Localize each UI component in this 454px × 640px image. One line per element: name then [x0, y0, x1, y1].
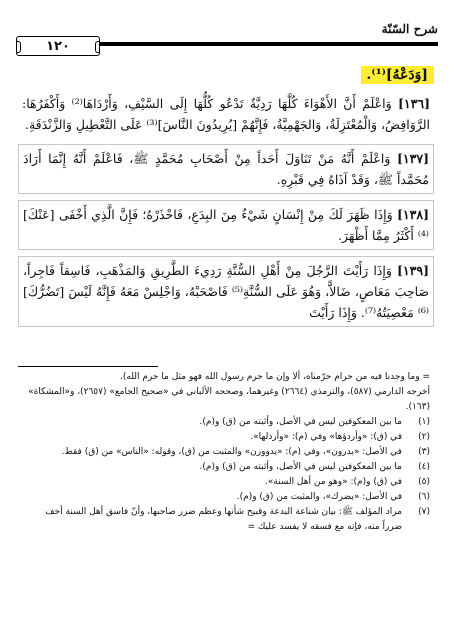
- paragraph-text: وَاعْلَمْ أَنَّهُ مَنْ تَنَاوَلَ أَحَداً مِنْ أَصْحَابِ مُحَمَّدٍ ﷺ، فَاعْلَمْ أَنَّهُ إِنَّمَا أَرَادَ مُحَمَّداً ﷺ، وَقَدْ آذَاهُ فِي قَبْرِهِ.: [23, 151, 429, 187]
- footnote-item: [24, 490, 430, 505]
- paragraph-number: [١٣٩]: [397, 263, 429, 278]
- footnote-marker: (٥): [418, 477, 430, 487]
- paragraph-136: [18, 90, 434, 138]
- footnote-item: [24, 445, 430, 460]
- footnote-text: ما بين المعكوفين ليس في الأصل، وأثبته من (ق) و(م).: [199, 417, 402, 427]
- footnote-item: [24, 415, 430, 430]
- page-header: [16, 22, 438, 56]
- paragraph-number: [١٣٦]: [397, 96, 430, 111]
- footnote-item: [24, 430, 430, 445]
- paragraph-137: [18, 144, 434, 194]
- footnote-text: في (ق): «وأردؤها» وفي (م): «وأرذلها».: [250, 432, 402, 442]
- footnote-continuation: = وما وجدنا فيه من حرام حرّمناه، ألا وإن ما حرم رسول الله فهو مثل ما حرم الله).: [120, 372, 430, 382]
- footnote-text: ما بين المعكوفين ليس في الأصل، وأثبته من (ق) و(م).: [199, 462, 402, 472]
- footnote-text: في الأصل: «يدرون»، وفي (م): «يدوورن» والمثبت من (ق)، وقوله: «الناس» من (ق) فقط.: [61, 447, 402, 457]
- footnote-marker: (٤): [418, 462, 430, 472]
- footnote-marker: (٣): [418, 447, 430, 457]
- footnote-marker: (٧): [418, 507, 430, 517]
- footnote-continuation: أخرجه الدارمي (٥٨٧)، والترمذي (٢٦٦٤) وغيرهما، وصححه الألباني في «صحيح الجامع» (٢٦٥٧)، و«المشكاة» (١٦٣).: [28, 387, 430, 412]
- footnote-marker: (٦): [418, 492, 430, 502]
- paragraph-text: وَإِذَا رَأَيْتَ الرَّجُلَ مِنْ أَهْلِ السُّنَّةِ رَدِيءَ الطَّرِيقِ وَالمَذْهَبِ، فَاسِقاً فَاجِراً، صَاحِبَ مَعَاصٍ، ضَالاًّ، وَهُوَ عَلَى السُّنَّةِ⁽⁵⁾ فَاصْحَبْهُ، وَاجْلِسْ مَعَهُ فَإِنَّهُ لَيْسَ [تَضُرُّكَ]⁽⁶⁾ مَعْصِيَتُهُ⁽⁷⁾. وَإِذَا رَأَيْتَ: [23, 263, 429, 320]
- footnote-item: [24, 475, 430, 490]
- paragraph-text: وَاعْلَمْ أَنَّ الأَهْوَاءَ كُلَّهَا رَدِيَّةٌ تَدْعُو كُلُّهَا إِلَى السَّيْفِ، وَأَرْدَاهَا⁽²⁾ وَأَكْفَرُهَا: الرَّوَافِضُ، وَالْمُعْتَزِلَةُ، وَالجَهْمِيَّةُ، فَإِنَّهُمْ [يُرِيدُونَ النَّاسَ]⁽³⁾ عَلَى التَّعْطِيلِ وَالزَّنْدَقَةِ.: [22, 96, 430, 132]
- footnote-text: في (ق) و(م): «وهو من أهل السنة».: [264, 477, 402, 487]
- footnote-item: [24, 505, 430, 535]
- page-number: ١٢٠: [46, 38, 70, 54]
- book-title: شرح السّنّة: [381, 22, 438, 36]
- footnote-marker: (٢): [418, 432, 430, 442]
- paragraph-number: [١٣٨]: [396, 207, 429, 222]
- main-text: [18, 66, 434, 333]
- highlighted-lead-in: [وَدَعْهُ]⁽¹⁾.: [361, 66, 434, 84]
- paragraph-number: [١٣٧]: [397, 151, 429, 166]
- paragraph-139: [18, 256, 434, 327]
- footnote-separator: [18, 366, 158, 367]
- paragraph-138: [18, 200, 434, 250]
- footnote-text: في الأصل: «يضرك»، والمثبت من (ق) و(م).: [236, 492, 402, 502]
- footnote-text: مراد المؤلف ﷺ: بيان شناعة البدعة وقبيح شأنها وعظم ضرر صاحبها، وأنّ فاسق أهل السنة أخف ضرراً منه، فإنه مع فسقه لا يفسد عليك =: [45, 507, 402, 532]
- page-number-box: [16, 36, 100, 56]
- footnote-item: [24, 460, 430, 475]
- footnote-marker: (١): [418, 417, 430, 427]
- paragraph-text: وَإِذَا ظَهَرَ لَكَ مِنْ إِنْسَانٍ شَيْءٌ مِنَ البِدَعِ، فَاحْذَرْهُ؛ فَإِنَّ الَّذِي أَخْفَى [عَنْكَ]⁽⁴⁾ أَكْثَرُ مِمَّا أَظْهَرَ.: [23, 207, 429, 243]
- footnotes: [24, 370, 430, 535]
